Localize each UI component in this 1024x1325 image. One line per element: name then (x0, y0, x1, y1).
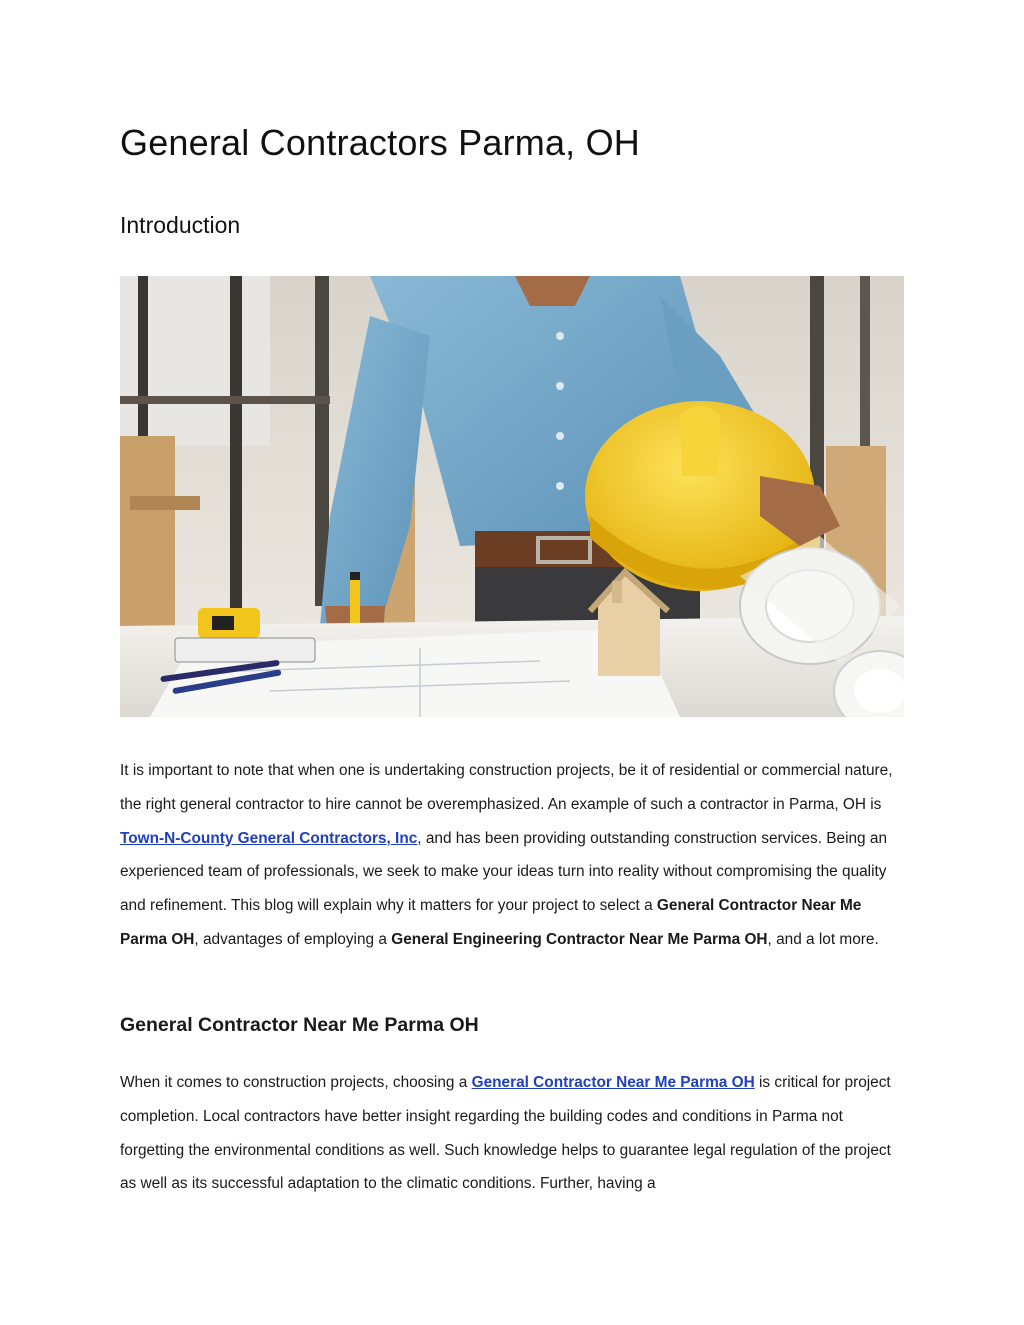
introduction-heading: Introduction (120, 212, 241, 238)
section-heading: General Contractor Near Me Parma OH (120, 1014, 479, 1036)
section-text-2: is critical for project completion. Local contractors have better insight regarding the building codes and conditions in Parma not forgetting the environmental conditions as well. Such knowledge helps to guarantee legal regulation of the project as well as its successful adaptation to the climatic conditions. Further, having a (120, 1074, 891, 1193)
page-title: General Contractors Parma, OH (120, 122, 640, 163)
intro-bold-2: General Engineering Contractor Near Me Parma OH (391, 930, 768, 948)
intro-text-1: It is important to note that when one is undertaking construction projects, be it of residential or commercial nature, the right general contractor to hire cannot be overemphasized. An example of such a contractor in Parma, OH is (120, 762, 893, 813)
section-text-1: When it comes to construction projects, choosing a (120, 1074, 472, 1091)
intro-bold-1: General Contractor Near Me Parma OH (120, 897, 862, 948)
intro-text-2: , and has been providing outstanding construction services. Being an experienced team of professionals, we seek to make your ideas turn into reality without compromising the quality and refinement. This blog will explain why it matters for your project to select a (120, 829, 888, 915)
intro-text-4: , and a lot more. (767, 930, 879, 948)
general-contractor-link[interactable]: General Contractor Near Me Parma OH (471, 1074, 755, 1091)
hero-image (120, 276, 904, 717)
intro-paragraph (120, 754, 910, 957)
contractor-illustration (120, 276, 904, 717)
town-n-county-link[interactable]: Town-N-County General Contractors, Inc (120, 829, 418, 847)
section-paragraph (120, 1066, 910, 1201)
intro-text-3: , advantages of employing a (194, 930, 392, 948)
